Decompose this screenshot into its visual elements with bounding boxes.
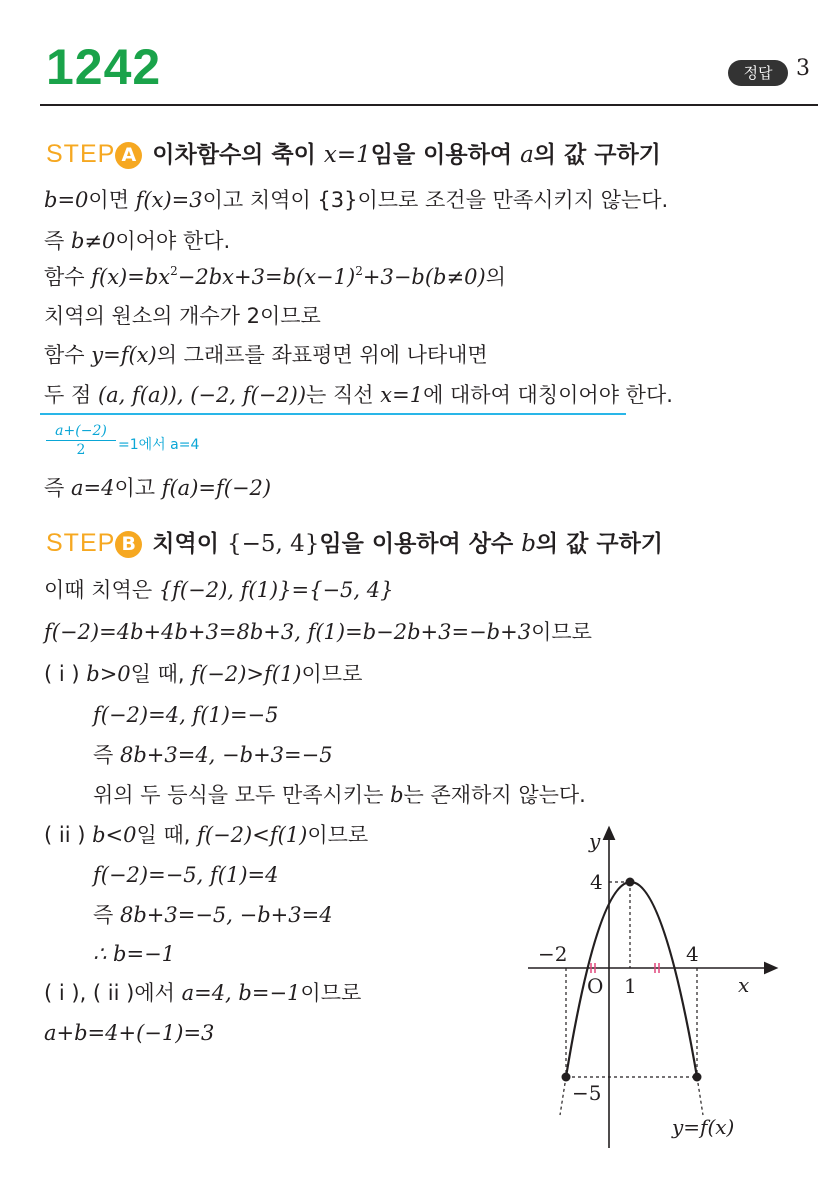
step-b-line-8: f(−2)=−5, f(1)=4 [93, 863, 279, 887]
math: x=1 [380, 383, 424, 407]
text: 함수 [44, 265, 92, 289]
text: ( ii ) [44, 823, 93, 847]
label-y-4: 4 [590, 870, 603, 894]
step-b-line-10: ∴ b=−1 [93, 942, 176, 966]
step-b-title-var: b [521, 531, 536, 557]
text: 즉 [93, 743, 120, 767]
note-rest: =1에서 a=4 [118, 437, 200, 453]
text: 이때 치역은 [44, 578, 159, 602]
math: −2bx+3=b(x−1) [177, 265, 356, 289]
math: f(a)=f(−2) [161, 476, 272, 500]
text: 이므로 [301, 662, 363, 686]
text: 일 때, [130, 662, 192, 686]
text: ( i ) [44, 662, 87, 686]
text: 이면 [88, 188, 136, 212]
answer-value: 3 [796, 56, 810, 81]
text: 즉 [93, 903, 120, 927]
step-b-circle: B [115, 531, 142, 558]
label-1: 1 [624, 974, 637, 998]
text: 두 점 [44, 383, 98, 407]
note-denominator: 2 [76, 442, 86, 458]
math: f(−2)=4b+4b+3=8b+3, f(1)=b−2b+3=−b+3 [44, 620, 532, 644]
note-numerator: a+(−2) [46, 422, 116, 441]
step-b-line-12: a+b=4+(−1)=3 [44, 1021, 215, 1045]
right-point [693, 1073, 702, 1082]
math: f(x)=3 [135, 188, 203, 212]
text: 이므로 [531, 620, 592, 644]
step-a-line-4: 치역의 원소의 개수가 2이므로 [44, 304, 321, 328]
text: 일 때, [136, 823, 198, 847]
step-a-title-math: x=1 [323, 142, 371, 168]
math: f(x)=bx [91, 265, 171, 289]
step-a-title-post: 의 값 구하기 [533, 142, 661, 168]
x-axis-label: x [738, 973, 750, 997]
origin-label: O [587, 974, 604, 998]
answer-badge: 정답 [728, 60, 788, 86]
y-axis-label: y [589, 829, 601, 853]
math: b<0 [92, 823, 137, 847]
label-neg2: −2 [538, 942, 568, 966]
text: 이어야 한다. [115, 229, 231, 253]
math: (a, f(a)), (−2, f(−2)) [97, 383, 307, 407]
step-a-label: STEP [46, 140, 116, 168]
math: 8b+3=4, −b+3=−5 [119, 743, 333, 767]
step-b-label: STEP [46, 529, 116, 557]
step-b-title-pre: 치역이 [152, 531, 227, 557]
step-b-title-mid: 임을 이용하여 상수 [319, 531, 522, 557]
vertex-point [626, 878, 635, 887]
math: b [390, 783, 404, 807]
text: 즉 [44, 229, 71, 253]
exponent: 2 [355, 264, 363, 278]
text: 이므로 [300, 981, 362, 1005]
curve-ext-left [560, 1077, 566, 1115]
step-a-circle: A [115, 142, 142, 169]
math: f(−2)>f(1) [191, 662, 302, 686]
label-neg5: −5 [572, 1081, 602, 1105]
text: 이고 [114, 476, 162, 500]
problem-number: 1242 [46, 39, 162, 95]
step-a-title-var: a [520, 142, 534, 168]
text: 는 존재하지 않는다. [403, 783, 586, 807]
text: 이고 치역이 {3}이므로 조건을 만족시키지 않는다. [202, 188, 669, 212]
text: 에 대하여 대칭이어야 한다. [423, 383, 673, 407]
math: {f(−2), f(1)}={−5, 4} [158, 578, 394, 602]
exponent: 2 [170, 264, 178, 278]
math: f(−2)<f(1) [197, 823, 308, 847]
label-x-4: 4 [686, 942, 699, 966]
text: 위의 두 등식을 모두 만족시키는 [93, 783, 391, 807]
math: b≠0 [70, 229, 116, 253]
text: 즉 [44, 476, 71, 500]
left-point [562, 1073, 571, 1082]
math: 8b+3=−5, −b+3=4 [119, 903, 333, 927]
math: +3−b(b≠0) [362, 265, 486, 289]
step-a-title-mid: 임을 이용하여 [370, 142, 521, 168]
text: 는 직선 [306, 383, 381, 407]
step-b-line-4: f(−2)=4, f(1)=−5 [93, 703, 279, 727]
text: 의 그래프를 좌표평면 위에 나타내면 [156, 343, 488, 367]
text: 함수 [44, 343, 92, 367]
step-b-title-post: 의 값 구하기 [535, 531, 664, 557]
curve-ext-right [697, 1077, 703, 1115]
math: b>0 [86, 662, 131, 686]
text: 의 [485, 265, 506, 289]
step-b-title-math: {−5, 4} [226, 531, 320, 557]
curve-label: y=f(x) [672, 1115, 735, 1139]
math: a=4 [70, 476, 115, 500]
text: ( i ), ( ii )에서 [44, 981, 182, 1005]
step-a-title-pre: 이차함수의 축이 [152, 142, 324, 168]
math: y=f(x) [91, 343, 157, 367]
math: a=4, b=−1 [181, 981, 301, 1005]
math: b=0 [44, 188, 89, 212]
text: 이므로 [307, 823, 369, 847]
